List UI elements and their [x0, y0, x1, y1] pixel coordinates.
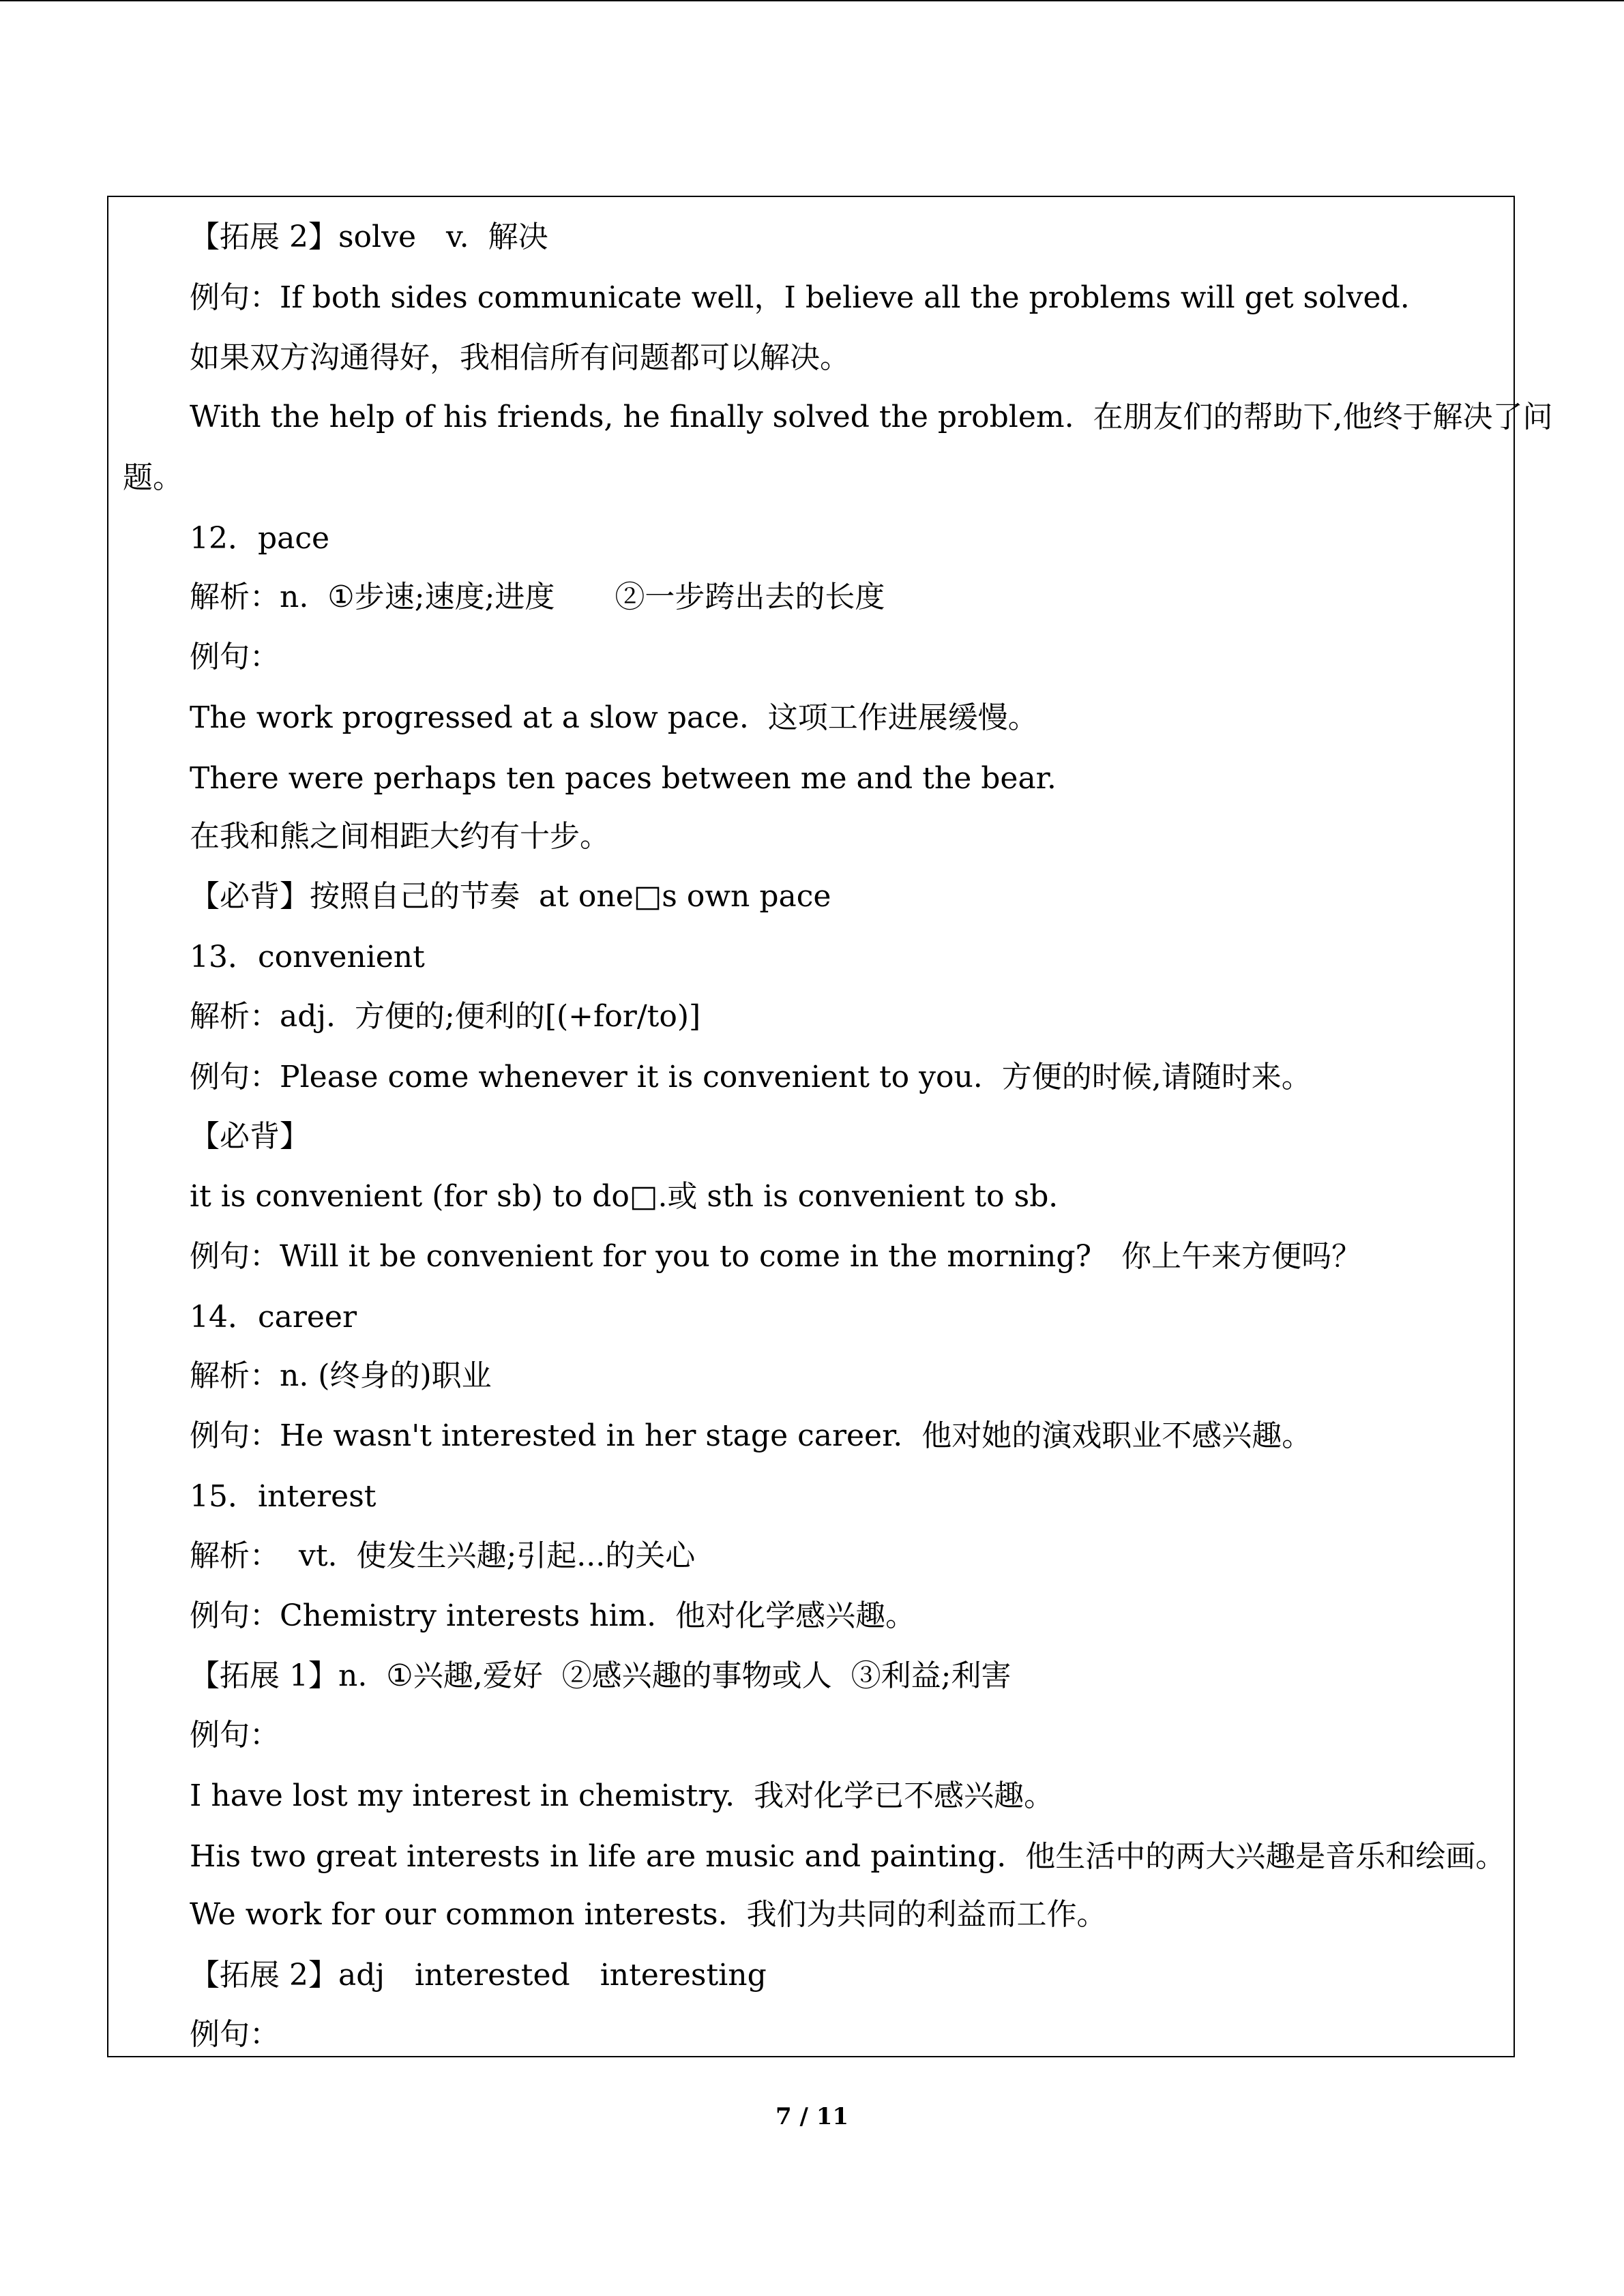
text-line: 【拓展 1】n. ①兴趣,爱好 ②感兴趣的事物或人 ③利益;利害 — [190, 1658, 1012, 1693]
text-line: 例句：He wasn't interested in her stage career. 他对她的演戏职业不感兴趣。 — [190, 1418, 1312, 1453]
text-line: I have lost my interest in chemistry. 我对化学已不感兴趣。 — [190, 1778, 1054, 1813]
text-line: 15．interest — [190, 1479, 377, 1514]
text-line: 例句：Chemistry interests him. 他对化学感兴趣。 — [190, 1598, 916, 1633]
text-line: 例句： — [190, 2017, 280, 2052]
text-line: 14．career — [190, 1300, 357, 1335]
text-line: 例句：If both sides communicate well，I believe all the problems will get solved. — [190, 280, 1410, 315]
text-line: The work progressed at a slow pace. 这项工作进展缓慢。 — [190, 700, 1038, 735]
text-line: 如果双方沟通得好，我相信所有问题都可以解决。 — [190, 340, 850, 375]
top-border-line — [0, 0, 1624, 1]
text-line: 【必背】 — [190, 1119, 310, 1154]
text-line: 在我和熊之间相距大约有十步。 — [190, 819, 610, 854]
text-line: With the help of his friends, he finally solved the problem. 在朋友们的帮助下,他终于解决了问 — [190, 400, 1553, 434]
text-line: 题。 — [123, 460, 183, 495]
text-line: 解析：n. (终身的)职业 — [190, 1358, 492, 1393]
text-line: We work for our common interests. 我们为共同的利益而工作。 — [190, 1897, 1107, 1932]
page-number: 7 / 11 — [775, 2103, 849, 2130]
text-line: 12．pace — [190, 521, 330, 556]
text-line: it is convenient (for sb) to do□.或 sth is convenient to sb． — [190, 1179, 1079, 1214]
text-line: 解析：adj. 方便的;便利的[(+for/to)] — [190, 999, 701, 1034]
text-line: 解析： vt. 使发生兴趣;引起...的关心 — [190, 1538, 696, 1573]
text-line: 【必背】按照自己的节奏 at one□s own pace — [190, 879, 831, 914]
text-line: 例句：Will it be convenient for you to come in the morning? 你上午来方便吗？ — [190, 1239, 1362, 1274]
text-line: 【拓展 2】solve v. 解决 — [190, 220, 548, 254]
text-line: 13．convenient — [190, 940, 425, 974]
text-line: 解析：n. ①步速;速度;进度 ②一步跨出去的长度 — [190, 580, 885, 614]
text-line: His two great interests in life are music and painting. 他生活中的两大兴趣是音乐和绘画。 — [190, 1839, 1506, 1874]
text-line: There were perhaps ten paces between me and the bear. — [190, 761, 1057, 796]
text-line: 【拓展 2】adj interested interesting — [190, 1958, 767, 1993]
text-line: 例句： — [190, 640, 280, 674]
text-line: 例句： — [190, 1718, 280, 1753]
text-line: 例句：Please come whenever it is convenient to you. 方便的时候,请随时来。 — [190, 1060, 1312, 1094]
